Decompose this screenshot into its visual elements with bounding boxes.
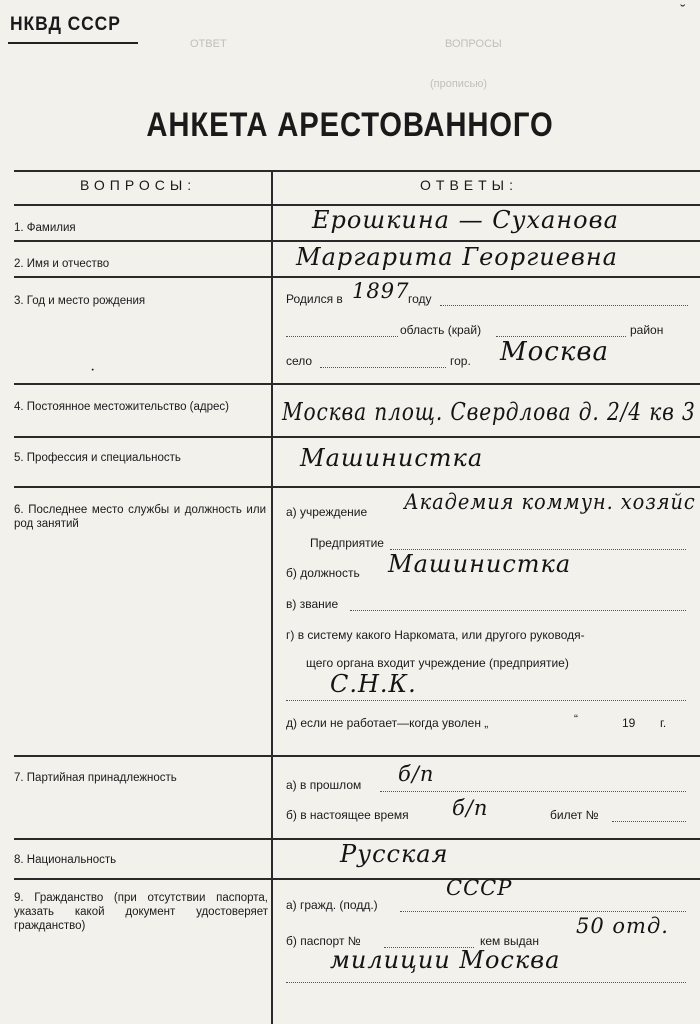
label-year: году — [408, 292, 432, 306]
label-ministry-2: щего органа входит учреждение (предприятие) — [306, 656, 569, 670]
questions-column-header: ВОПРОСЫ: — [80, 177, 197, 193]
fill-line — [286, 700, 686, 701]
question-address: 4. Постоянное местожительство (адрес) — [14, 401, 229, 413]
fill-line — [350, 610, 686, 611]
answer-issued-by-2: милиции Москва — [330, 946, 561, 974]
question-nationality: 8. Национальность — [14, 854, 117, 866]
answer-name: Маргарита Георгиевна — [296, 243, 618, 271]
answer-ministry: С.Н.К. — [330, 670, 417, 698]
answer-nationality: Русская — [340, 840, 449, 868]
row-rule — [14, 878, 700, 880]
fill-line — [440, 305, 688, 306]
document-title: АНКЕТА АРЕСТОВАННОГО — [146, 106, 554, 144]
row-rule — [14, 436, 700, 438]
answers-column-header: ОТВЕТЫ: — [420, 177, 518, 193]
label-rank: в) звание — [286, 597, 339, 611]
label-party-card: билет № — [550, 808, 599, 822]
answer-birth-city: Москва — [500, 337, 609, 367]
question-citizenship: 9. Гражданство (при отсутствии паспорта, указать какой документ удостоверяет гражданство) — [14, 892, 268, 932]
label-fired-quote: “ — [574, 712, 578, 726]
label-district: район — [630, 323, 664, 337]
answer-party-present: б/п — [452, 796, 489, 820]
question-birth: 3. Год и место рождения — [14, 295, 146, 307]
question-name: 2. Имя и отчество — [14, 258, 110, 270]
label-citizenship: а) гражд. (подд.) — [286, 898, 378, 912]
answer-profession: Машинистка — [300, 444, 484, 472]
column-divider — [271, 170, 273, 1024]
label-village: село — [286, 354, 313, 368]
row-rule — [14, 276, 700, 278]
fill-line — [320, 367, 446, 368]
answer-address: Москва площ. Свердлова д. 2/4 кв 3 — [282, 398, 696, 426]
fill-line — [286, 982, 686, 983]
answer-party-past: б/п — [398, 762, 435, 786]
label-party-present: б) в настоящее время — [286, 808, 409, 822]
answer-citizenship: СССР — [446, 876, 513, 900]
question-surname: 1. Фамилия — [14, 222, 76, 234]
label-party-past: а) в прошлом — [286, 778, 362, 792]
bleed-through-text: ОТВЕТ — [190, 38, 227, 50]
fill-line — [286, 336, 398, 337]
agency-header: НКВД СССР — [10, 14, 121, 35]
fill-line — [400, 911, 686, 912]
table-top-rule — [14, 170, 700, 172]
stray-mark: · — [90, 362, 96, 379]
fill-line — [612, 821, 686, 822]
row-rule — [14, 486, 700, 488]
label-region: область (край) — [400, 323, 482, 337]
label-fired: д) если не работает—когда уволен „ — [286, 716, 489, 730]
answer-birth-year: 1897 — [352, 279, 410, 303]
label-issued-by: кем выдан — [480, 934, 539, 948]
label-fired-year: 19 — [622, 716, 636, 730]
label-ministry-1: г) в систему какого Наркомата, или другого руководя- — [286, 628, 585, 642]
agency-underline — [8, 42, 138, 44]
bleed-through-text: ВОПРОСЫ — [445, 38, 502, 50]
corner-mark: ˘ — [680, 2, 686, 19]
answer-position: Машинистка — [388, 550, 572, 578]
bleed-through-text: (прописью) — [430, 78, 488, 90]
question-party: 7. Партийная принадлежность — [14, 772, 177, 784]
row-rule — [14, 755, 700, 757]
label-enterprise: Предприятие — [310, 536, 384, 550]
label-passport: б) паспорт № — [286, 934, 361, 948]
label-fired-suffix: г. — [660, 716, 667, 730]
answer-issued-by: 50 отд. — [576, 914, 669, 938]
question-profession: 5. Профессия и специальность — [14, 452, 181, 464]
row-rule — [14, 383, 700, 385]
row-rule — [14, 240, 700, 242]
label-city: гор. — [450, 354, 471, 368]
label-born: Родился в — [286, 292, 343, 306]
label-institution: а) учреждение — [286, 505, 368, 519]
fill-line — [380, 791, 686, 792]
answer-surname: Ерошкина — Суханова — [312, 206, 619, 234]
answer-institution: Академия коммун. хозяйс — [404, 490, 696, 514]
label-position: б) должность — [286, 566, 360, 580]
question-work: 6. Последнее место службы и должность или род занятий — [14, 504, 266, 530]
